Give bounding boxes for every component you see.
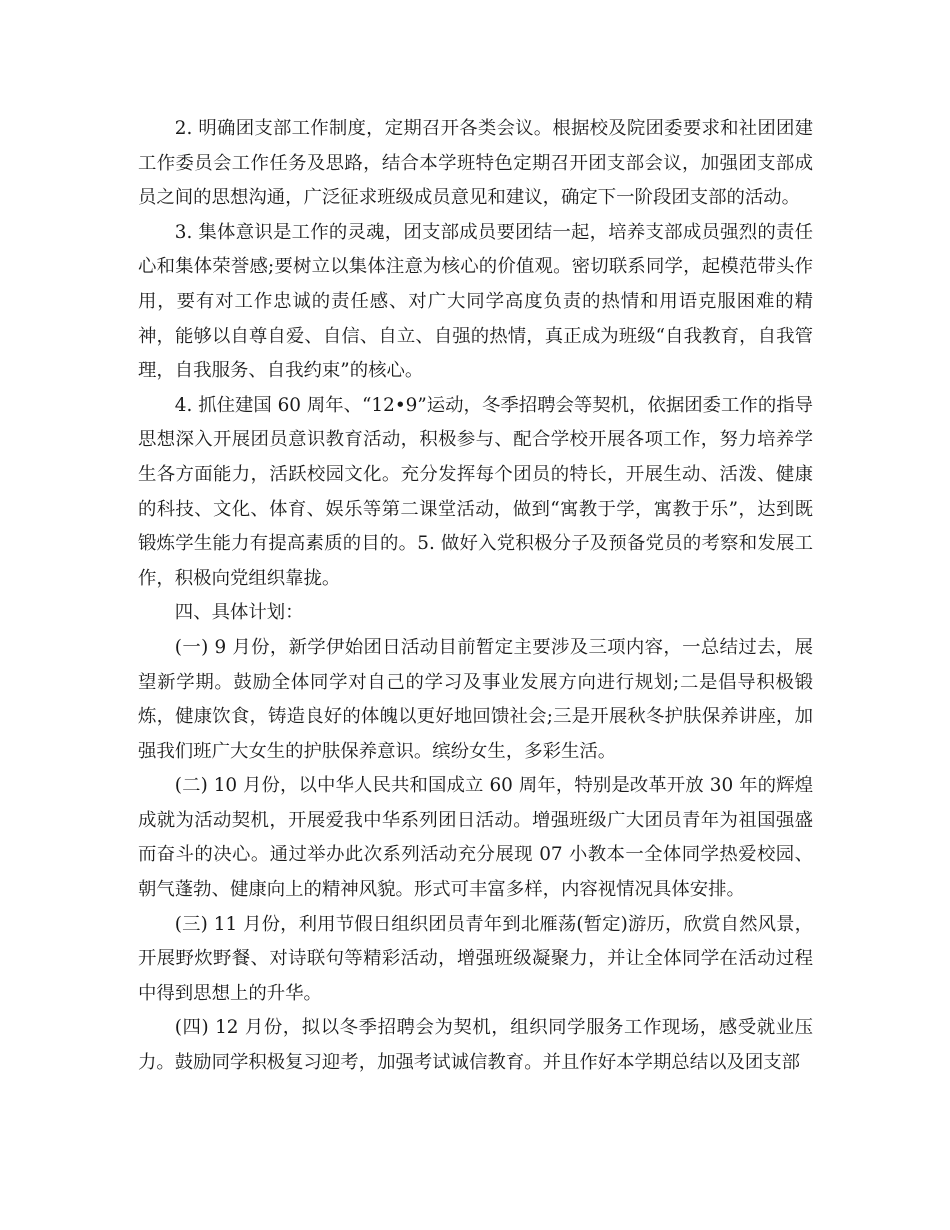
paragraph-education-activities: 4. 抓住建国 60 周年、“12•9”运动，冬季招聘会等契机，依据团委工作的指导思想深入开展团员意识教育活动，积极参与、配合学校开展各项工作，努力培养学生各方面能力，活跃校园文化。充分发挥每个团员的特长，开展生动、活泼、健康的科技、文化、体育、娱乐等第二课堂活动，做到“寓教于学，寓教于乐”，达到既锻炼学生能力有提高素质的目的。5. 做好入党积极分子及预备党员的考察和发展工作，积极向党组织靠拢。 [138,394,813,589]
document-body [138,112,813,1081]
paragraph-december-plan: (四) 12 月份，拟以冬季招聘会为契机，组织同学服务工作现场，感受就业压力。鼓励同学积极复习迎考，加强考试诚信教育。并且作好本学期总结以及团支部 [138,1017,813,1074]
paragraph-team-branch-system: 2. 明确团支部工作制度，定期召开各类会议。根据校及院团委要求和社团团建工作委员会工作任务及思路，结合本学班特色定期召开团支部会议，加强团支部成员之间的思想沟通，广泛征求班级成员意见和建议，确定下一阶段团支部的活动。 [138,118,813,209]
paragraph-october-plan: (二) 10 月份，以中华人民共和国成立 60 周年，特别是改革开放 30 年的辉煌成就为活动契机，开展爱我中华系列团日活动。增强班级广大团员青年为祖国强盛而奋斗的决心。通过举办此次系列活动充分展现 07 小教本一全体同学热爱校园、朝气蓬勃、健康向上的精神风貌。形式可丰富多样，内容视情况具体安排。 [138,775,813,901]
paragraph-collective-awareness: 3. 集体意识是工作的灵魂，团支部成员要团结一起，培养支部成员强烈的责任心和集体荣誉感;要树立以集体注意为核心的价值观。密切联系同学，起模范带头作用，要有对工作忠诚的责任感、对广大同学高度负责的热情和用语克服困难的精神，能够以自尊自爱、自信、自立、自强的热情，真正成为班级“自我教育，自我管理，自我服务、自我约束”的核心。 [138,221,813,382]
paragraph-november-plan: (三) 11 月份，利用节假日组织团员青年到北雁荡(暂定)游历，欣赏自然风景，开展野炊野餐、对诗联句等精彩活动，增强班级凝聚力，并让全体同学在活动过程中得到思想上的升华。 [138,913,813,1004]
section-heading-specific-plan: 四、具体计划： [174,602,304,624]
paragraph-september-plan: (一) 9 月份，新学伊始团日活动目前暂定主要涉及三项内容，一总结过去，展望新学期。鼓励全体同学对自己的学习及事业发展方向进行规划;二是倡导积极锻炼，健康饮食，铸造良好的体魄以更好地回馈社会;三是开展秋冬护肤保养讲座，加强我们班广大女生的护肤保养意识。缤纷女生，多彩生活。 [138,636,813,762]
